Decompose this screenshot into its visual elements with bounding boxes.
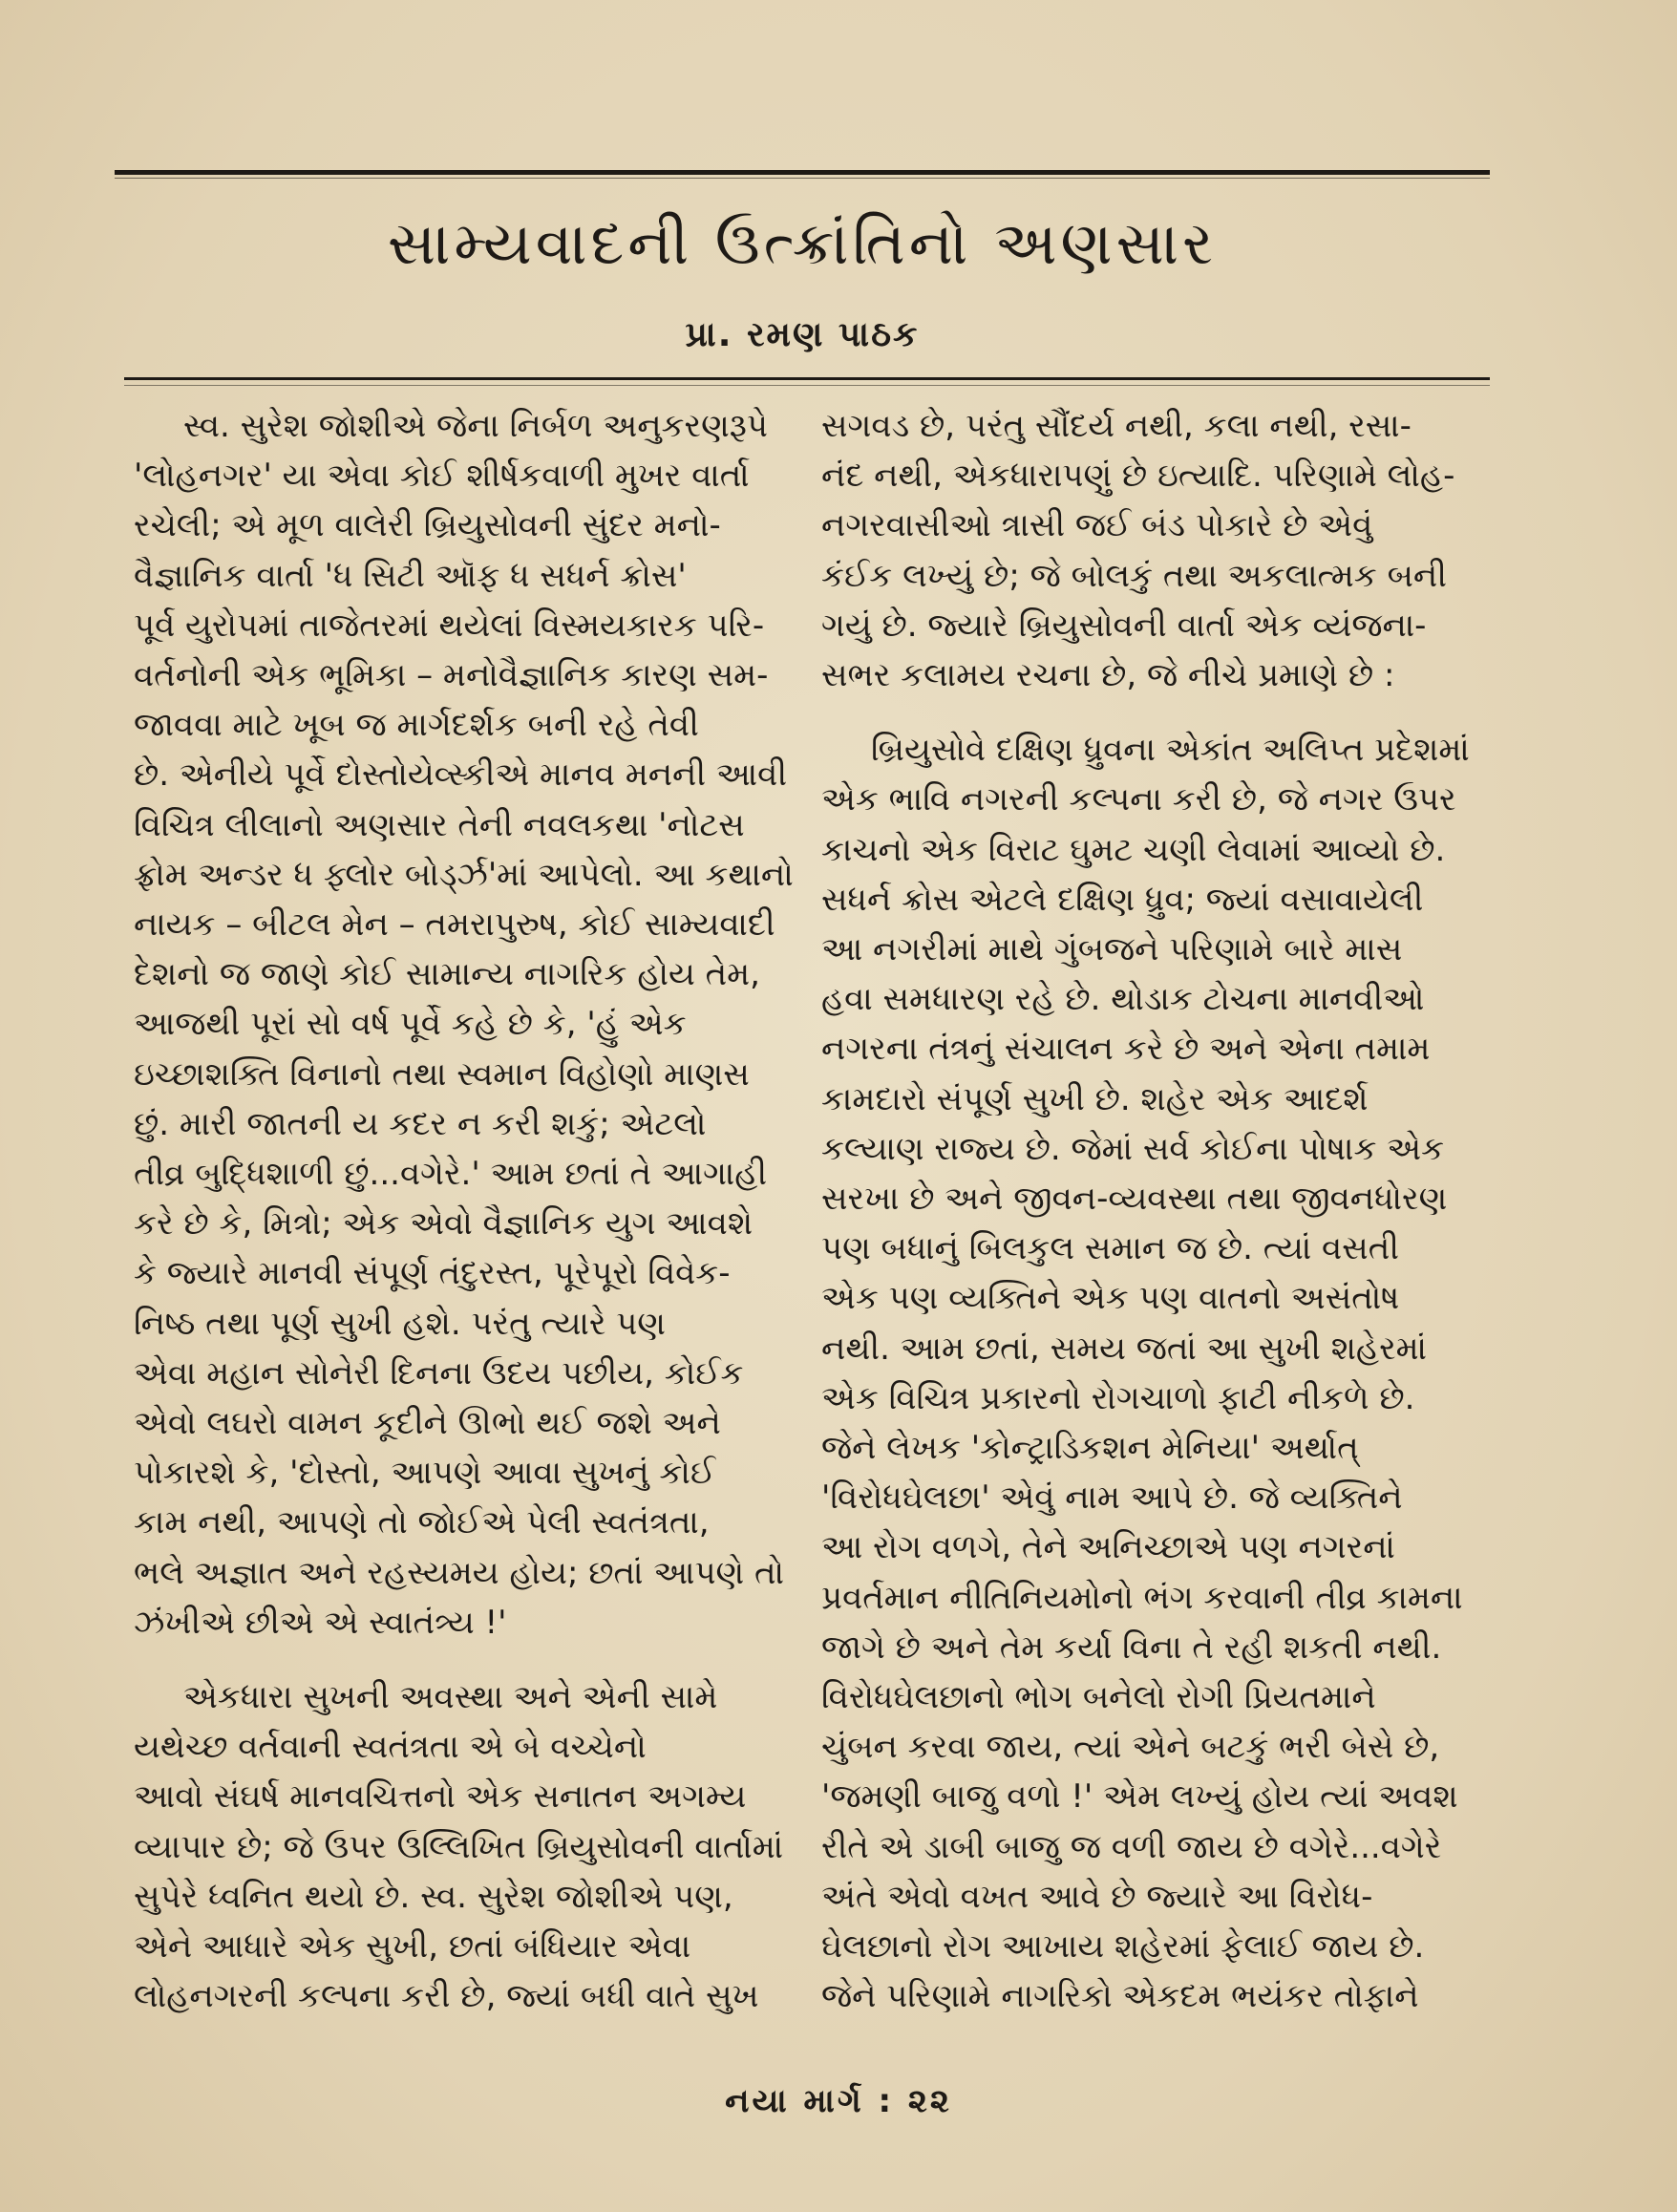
text-line: કે જ્યારે માનવી સંપૂર્ણ તંદુરસ્ત, પૂરેપૂરો વિવેક- bbox=[134, 1254, 731, 1293]
text-line: 'લોહનગર' યા એવા કોઈ શીર્ષકવાળી મુખર વાર્તા bbox=[134, 457, 750, 496]
text-line: સધર્ન ક્રોસ એટલે દક્ષિણ ધ્રુવ; જ્યાં વસાવાયેલી bbox=[821, 880, 1424, 919]
article-title: સામ્યવાદની ઉત્ક્રાંતિનો અણસાર bbox=[387, 208, 1218, 278]
text-line: કાચનો એક વિરાટ ઘુમટ ચણી લેવામાં આવ્યો છે. bbox=[821, 830, 1446, 869]
text-line: રચેલી; એ મૂળ વાલેરી બ્રિયુસોવની સુંદર મનો- bbox=[134, 506, 721, 545]
text-line: એક વિચિત્ર પ્રકારનો રોગચાળો ફાટી નીકળે છે. bbox=[821, 1378, 1415, 1417]
text-line: કામદારો સંપૂર્ણ સુખી છે. શહેર એક આદર્શ bbox=[821, 1079, 1369, 1118]
text-line: ઝંખીએ છીએ એ સ્વાતંત્ર્ય !' bbox=[134, 1603, 507, 1642]
text-line: નગરના તંત્રનું સંચાલન કરે છે અને એના તમામ bbox=[821, 1030, 1431, 1069]
text-line: છું. મારી જાતની ય કદર ન કરી શકું; એટલો bbox=[134, 1104, 707, 1143]
text-line: પોકારશે કે, 'દોસ્તો, આપણે આવા સુખનું કોઈ bbox=[134, 1454, 716, 1493]
text-line: પૂર્વ યુરોપમાં તાજેતરમાં થયેલાં વિસ્મયકારક પરિ- bbox=[134, 606, 765, 645]
text-line: આ નગરીમાં માથે ગુંબજને પરિણામે બારે માસ bbox=[821, 930, 1403, 969]
text-line: 'વિરોધઘેલછા' એવું નામ આપે છે. જે વ્યક્તિને bbox=[821, 1478, 1403, 1518]
text-line: એવો લઘરો વામન કૂદીને ઊભો થઈ જશે અને bbox=[134, 1404, 721, 1443]
text-line: ઇચ્છાશક્તિ વિનાનો તથા સ્વમાન વિહોણો માણસ bbox=[134, 1054, 750, 1094]
text-line: એક ભાવિ નગરની કલ્પના કરી છે, જે નગર ઉપર bbox=[821, 780, 1456, 819]
text-line: જાગે છે અને તેમ કર્યા વિના તે રહી શકતી નથી. bbox=[821, 1627, 1442, 1667]
text-line: જેને લેખક 'કોન્ટ્રાડિકશન મેનિયા' અર્થાત્ bbox=[821, 1429, 1359, 1468]
text-line: નથી. આમ છતાં, સમય જતાં આ સુખી શહેરમાં bbox=[821, 1329, 1427, 1368]
text-line: સભર કલામય રચના છે, જે નીચે પ્રમાણે છે : bbox=[821, 656, 1395, 695]
text-line: ગયું છે. જ્યારે બ્રિયુસોવની વાર્તા એક વ્યંજના- bbox=[821, 606, 1427, 645]
page-footer: નયા માર્ગ : ૨૨ bbox=[725, 2082, 952, 2120]
text-line: વિરોધઘેલછાનો ભોગ બનેલો રોગી પ્રિયતમાને bbox=[821, 1678, 1376, 1717]
text-line: આજથી પૂરાં સો વર્ષ પૂર્વે કહે છે કે, 'હું એક bbox=[134, 1005, 687, 1044]
paragraph bbox=[134, 1672, 812, 2021]
top-rule-thin bbox=[115, 178, 1490, 179]
paragraph bbox=[821, 401, 1499, 700]
text-line: એક પણ વ્યક્તિને એક પણ વાતનો અસંતોષ bbox=[821, 1279, 1400, 1318]
text-line: બ્રિયુસોવે દક્ષિણ ધ્રુવના એકાંત અલિપ્ત પ્રદેશમાં bbox=[871, 731, 1470, 770]
text-line: લોહનગરની કલ્પના કરી છે, જ્યાં બધી વાતે સુખ bbox=[134, 1977, 759, 2016]
text-line: એવા મહાન સોનેરી દિનના ઉદય પછીય, કોઈક bbox=[134, 1353, 744, 1393]
text-line: એને આધારે એક સુખી, છતાં બંધિયાર એવા bbox=[134, 1927, 691, 1967]
text-line: નાયક – બીટલ મેન – તમરાપુરુષ, કોઈ સામ્યવાદી bbox=[134, 905, 775, 945]
paragraph bbox=[134, 401, 812, 1648]
paragraph bbox=[821, 725, 1499, 2021]
text-line: ભલે અજ્ઞાત અને રહસ્યમય હોય; છતાં આપણે તો bbox=[134, 1553, 785, 1592]
text-line: એકધારા સુખની અવસ્થા અને એની સામે bbox=[183, 1678, 718, 1717]
text-line: સુપેરે ધ્વનિત થયો છે. સ્વ. સુરેશ જોશીએ પણ, bbox=[134, 1877, 733, 1916]
text-line: અંતે એવો વખત આવે છે જ્યારે આ વિરોધ- bbox=[821, 1877, 1373, 1916]
text-line: હવા સમધારણ રહે છે. થોડાક ટોચના માનવીઓ bbox=[821, 980, 1425, 1019]
header-rule-thin bbox=[124, 385, 1490, 386]
left-column bbox=[134, 401, 812, 2022]
text-line: વિચિત્ર લીલાનો અણસાર તેની નવલકથા 'નોટસ bbox=[134, 805, 745, 844]
text-line: પ્રવર્તમાન નીતિનિયમોનો ભંગ કરવાની તીવ્ર કામના bbox=[821, 1578, 1463, 1617]
article-author: પ્રા. રમણ પાઠક bbox=[685, 315, 920, 354]
text-line: વૈજ્ઞાનિક વાર્તા 'ધ સિટી ઑફ ધ સધર્ન ક્રોસ' bbox=[134, 556, 687, 595]
text-line: વ્યાપાર છે; જે ઉપર ઉલ્લિખિત બ્રિયુસોવની વાર્તામાં bbox=[134, 1827, 784, 1866]
text-line: નગરવાસીઓ ત્રાસી જઈ બંડ પોકારે છે એવું bbox=[821, 506, 1373, 545]
text-line: નિષ્ઠ તથા પૂર્ણ સુખી હશે. પરંતુ ત્યારે પણ bbox=[134, 1304, 666, 1343]
text-line: ફ્રોમ અન્ડર ધ ફ્લોર બોર્ડ્ઝ'માં આપેલો. આ કથાનો bbox=[134, 855, 794, 894]
text-line: 'જમણી બાજુ વળો !' એમ લખ્યું હોય ત્યાં અવશ bbox=[821, 1777, 1458, 1817]
text-line: ચુંબન કરવા જાય, ત્યાં એને બટકું ભરી બેસે છે, bbox=[821, 1728, 1440, 1767]
text-line: આવો સંઘર્ષ માનવચિત્તનો એક સનાતન અગમ્ય bbox=[134, 1777, 747, 1817]
text-line: જાવવા માટે ખૂબ જ માર્ગદર્શક બની રહે તેવી bbox=[134, 706, 699, 745]
text-line: તીવ્ર બુદ્ધિશાળી છું...વગેરે.' આમ છતાં તે આગાહી bbox=[134, 1155, 768, 1194]
text-line: યથેચ્છ વર્તવાની સ્વતંત્રતા એ બે વચ્ચેનો bbox=[134, 1728, 647, 1767]
right-column bbox=[821, 401, 1499, 2022]
text-line: સગવડ છે, પરંતુ સૌંદર્ય નથી, કલા નથી, રસા- bbox=[821, 407, 1412, 445]
text-line: નંદ નથી, એકધારાપણું છે ઇત્યાદિ. પરિણામે લોહ- bbox=[821, 457, 1455, 496]
text-line: આ રોગ વળગે, તેને અનિચ્છાએ પણ નગરનાં bbox=[821, 1528, 1395, 1567]
text-line: કામ નથી, આપણે તો જોઈએ પેલી સ્વતંત્રતા, bbox=[134, 1503, 710, 1542]
text-line: દેશનો જ જાણે કોઈ સામાન્ય નાગરિક હોય તેમ, bbox=[134, 955, 760, 994]
text-line: છે. એનીયે પૂર્વે દોસ્તોયેવ્સ્કીએ માનવ મનની આવી bbox=[134, 755, 788, 795]
text-line: વર્તનોની એક ભૂમિકા – મનોવૈજ્ઞાનિક કારણ સમ- bbox=[134, 656, 769, 695]
header-rule bbox=[124, 377, 1490, 380]
text-line: સ્વ. સુરેશ જોશીએ જેના નિર્બળ અનુકરણરૂપે bbox=[183, 407, 768, 445]
text-line: કરે છે કે, મિત્રો; એક એવો વૈજ્ઞાનિક યુગ આવશે bbox=[134, 1204, 754, 1244]
top-rule bbox=[115, 170, 1490, 175]
text-line: સરખા છે અને જીવન-વ્યવસ્થા તથા જીવનધોરણ bbox=[821, 1180, 1448, 1219]
text-line: જેને પરિણામે નાગરિકો એકદમ ભયંકર તોફાને bbox=[821, 1977, 1419, 2016]
text-line: કલ્યાણ રાજ્ય છે. જેમાં સર્વ કોઈના પોષાક એક bbox=[821, 1129, 1445, 1168]
text-line: રીતે એ ડાબી બાજુ જ વળી જાય છે વગેરે...વગેરે bbox=[821, 1827, 1442, 1866]
text-line: ઘેલછાનો રોગ આખાય શહેરમાં ફેલાઈ જાય છે. bbox=[821, 1927, 1425, 1967]
text-line: પણ બધાનું બિલકુલ સમાન જ છે. ત્યાં વસતી bbox=[821, 1229, 1399, 1268]
text-line: કંઈક લખ્યું છે; જે બોલકું તથા અકલાત્મક બની bbox=[821, 556, 1447, 595]
